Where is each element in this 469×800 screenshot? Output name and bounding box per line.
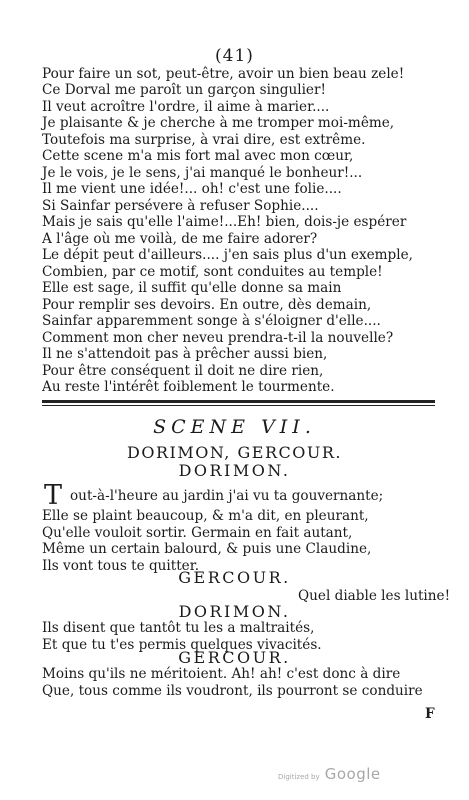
verse-line: Que, tous comme ils voudront, ils pourront se conduire xyxy=(42,683,423,699)
scene-title: SCENE VII. xyxy=(153,416,316,438)
verse-line: Toutefois ma surprise, à vrai dire, est extrême. xyxy=(42,132,366,148)
verse-line: out-à-l'heure au jardin j'ai vu ta gouvernante; xyxy=(70,488,384,504)
watermark-prefix: Digitized by xyxy=(278,773,320,781)
verse-line: A l'âge où me voilà, de me faire adorer? xyxy=(42,231,318,247)
verse-line: Pour faire un sot, peut-être, avoir un bien beau zele! xyxy=(42,66,405,82)
speaker-name: DORIMON. xyxy=(178,602,291,621)
speaker-name: GERCOUR. xyxy=(178,568,291,587)
scene-cast: DORIMON, GERCOUR. xyxy=(127,443,342,462)
verse-line: Qu'elle vouloit sortir. Germain en fait autant, xyxy=(42,525,353,541)
verse-line: Le dépit peut d'ailleurs.... j'en sais plus d'un exemple, xyxy=(42,247,413,263)
verse-line: Et que tu t'es permis quelques vivacités. xyxy=(42,637,322,653)
verse-line: Je le vois, je le sens, j'ai manqué le bonheur!... xyxy=(42,165,363,181)
speaker-name: DORIMON. xyxy=(178,461,291,480)
verse-line: Elle est sage, il suffit qu'elle donne sa main xyxy=(42,280,342,296)
drop-cap: T xyxy=(44,480,63,511)
page-number: (41) xyxy=(215,46,254,66)
verse-line: Combien, par ce motif, sont conduites au temple! xyxy=(42,264,383,280)
verse-line: Ils vont tous te quitter. xyxy=(42,558,200,574)
google-logo: Google xyxy=(324,765,381,783)
verse-line: Mais je sais qu'elle l'aime!...Eh! bien, dois-je espérer xyxy=(42,214,407,230)
verse-line: Il veut acroître l'ordre, il aime à marier.... xyxy=(42,99,330,115)
verse-line: Même un certain balourd, & puis une Claudine, xyxy=(42,541,372,557)
verse-line: Ce Dorval me paroît un garçon singulier! xyxy=(42,82,326,98)
verse-line: Pour remplir ses devoirs. En outre, dès demain, xyxy=(42,297,372,313)
verse-line: Si Sainfar persévere à refuser Sophie.... xyxy=(42,198,319,214)
verse-line: Je plaisante & je cherche à me tromper moi-même, xyxy=(42,115,395,131)
section-divider xyxy=(42,400,435,406)
verse-line: Pour être conséquent il doit ne dire rien, xyxy=(42,363,324,379)
verse-line: Sainfar apparemment songe à s'éloigner d'elle.... xyxy=(42,313,381,329)
verse-line: Il ne s'attendoit pas à prêcher aussi bien, xyxy=(42,346,328,362)
verse-line: Au reste l'intérêt foiblement le tourmente. xyxy=(42,379,335,395)
verse-line: Quel diable les lutine! xyxy=(298,588,451,604)
speaker-name: GERCOUR. xyxy=(178,648,291,667)
digitized-watermark xyxy=(278,764,381,783)
verse-line: Elle se plaint beaucoup, & m'a dit, en pleurant, xyxy=(42,508,369,524)
verse-line: Moins qu'ils ne méritoient. Ah! ah! c'est donc à dire xyxy=(42,666,401,682)
verse-line: Il me vient une idée!... oh! c'est une folie.... xyxy=(42,181,342,197)
catchword: F xyxy=(425,706,435,722)
verse-line: Cette scene m'a mis fort mal avec mon cœur, xyxy=(42,148,354,164)
verse-line: Comment mon cher neveu prendra-t-il la nouvelle? xyxy=(42,330,394,346)
verse-line: Ils disent que tantôt tu les a maltraités, xyxy=(42,620,315,636)
